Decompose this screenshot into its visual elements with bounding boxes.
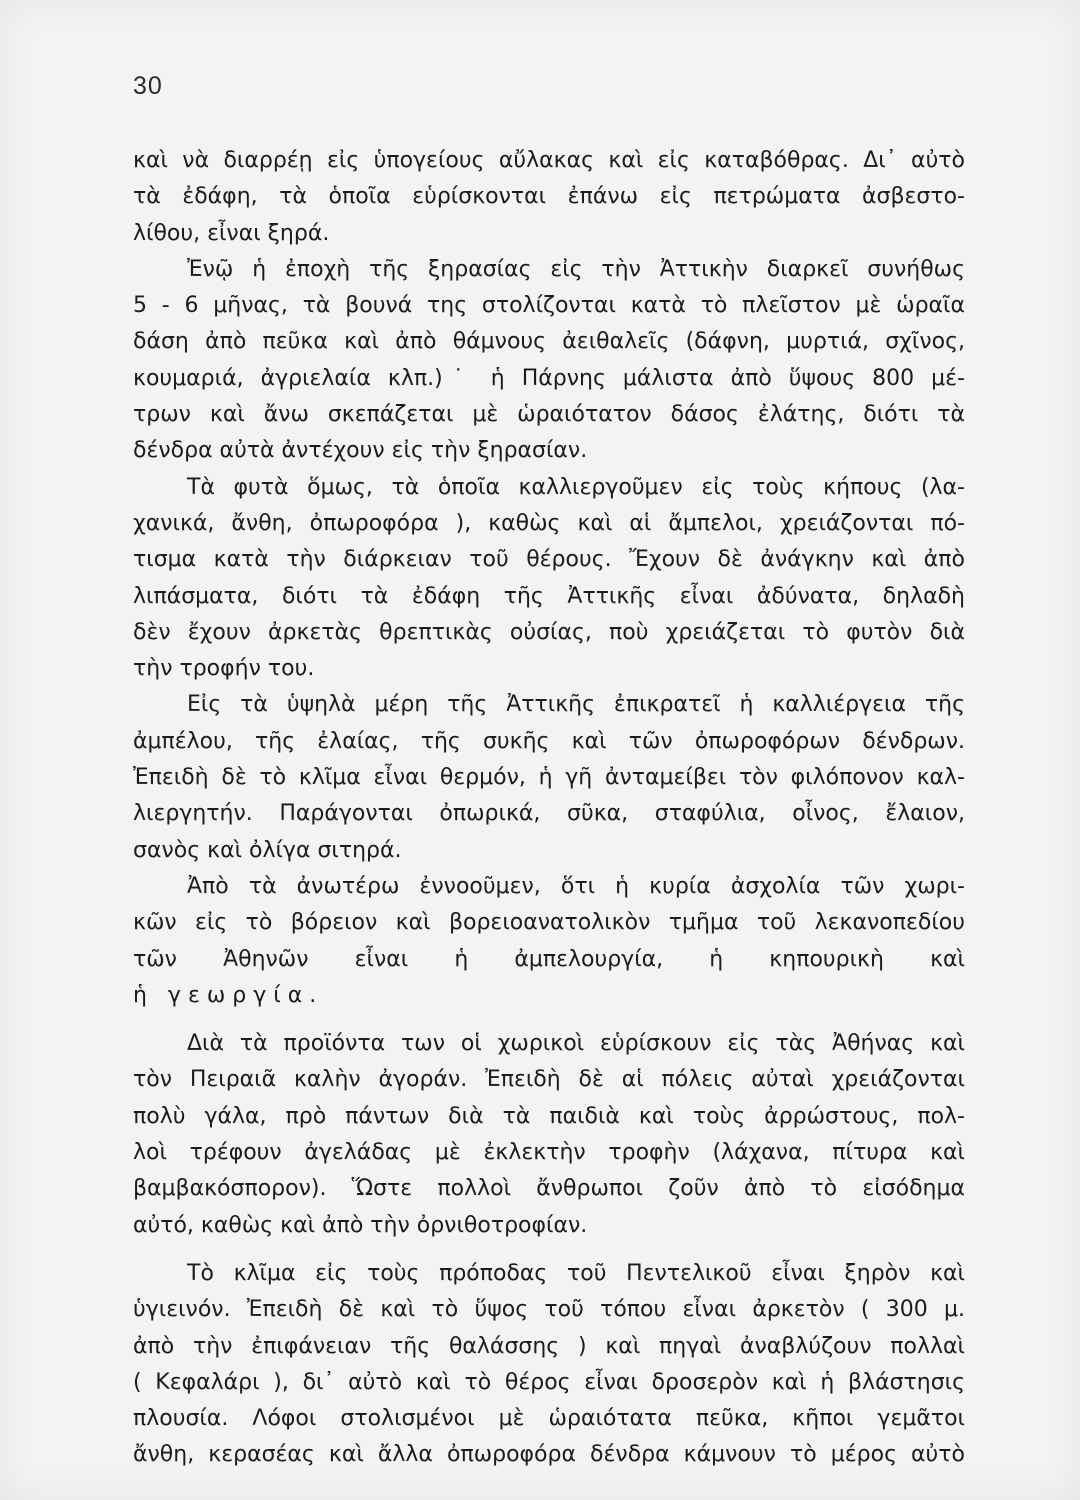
text-line: τῶν Ἀθηνῶν εἶναι ἡ ἀμπελουργία, ἡ κηπουρικὴ καὶ: [133, 946, 965, 972]
text-line: ( Κεφαλάρι ), δι᾽ αὐτὸ καὶ τὸ θέρος εἶναι δροσερὸν καὶ ἡ βλάστησις: [133, 1369, 965, 1395]
text-line: κῶν εἰς τὸ βόρειον καὶ βορειοανατολικὸν τμῆμα τοῦ λεκανοπεδίου: [133, 910, 965, 936]
text-line: δὲν ἔχουν ἀρκετὰς θρεπτικὰς οὐσίας, ποὺ χρειάζεται τὸ φυτὸν διὰ: [133, 619, 965, 645]
paragraph-7: [133, 1256, 965, 1474]
text-line: Ἀπὸ τὰ ἀνωτέρω ἐννοοῦμεν, ὅτι ἡ κυρία ἀσχολία τῶν χωρι-: [187, 873, 965, 899]
text-line: ὑγιεινόν. Ἐπειδὴ δὲ καὶ τὸ ὕψος τοῦ τόπου εἶναι ἀρκετὸν ( 300 μ.: [133, 1297, 965, 1323]
paragraph-1: [133, 143, 965, 252]
text-line: δένδρα αὐτὰ ἀντέχουν εἰς τὴν ξηρασίαν.: [133, 438, 588, 464]
paragraph-6: [133, 1026, 965, 1244]
paragraph-3: [133, 470, 965, 688]
text-line: λιπάσματα, διότι τὰ ἐδάφη τῆς Ἀττικῆς εἶναι ἀδύνατα, δηλαδὴ: [133, 583, 965, 609]
text-line: πολὺ γάλα, πρὸ πάντων διὰ τὰ παιδιὰ καὶ τοὺς ἀρρώστους, πολ-: [133, 1103, 965, 1129]
text-line: 5 - 6 μῆνας, τὰ βουνά της στολίζονται κατὰ τὸ πλεῖστον μὲ ὡραῖα: [133, 293, 965, 319]
body-text: [133, 143, 965, 1474]
text-line: ἀμπέλου, τῆς ἐλαίας, τῆς συκῆς καὶ τῶν ὀπωροφόρων δένδρων.: [133, 728, 965, 754]
text-line: τρων καὶ ἄνω σκεπάζεται μὲ ὡραιότατον δάσος ἐλάτης, διότι τὰ: [133, 402, 965, 428]
text-line: χανικά, ἄνθη, ὀπωροφόρα ), καθὼς καὶ αἱ ἄμπελοι, χρειάζονται πό-: [133, 510, 965, 536]
paragraph-4: [133, 687, 965, 868]
text-line: καὶ νὰ διαρρέῃ εἰς ὑπογείους αὔλακας καὶ εἰς καταβόθρας. Δι᾽ αὐτὸ: [133, 148, 965, 173]
text-line: αὐτό, καθὼς καὶ ἀπὸ τὴν ὀρνιθοτροφίαν.: [133, 1212, 588, 1238]
text-line: Διὰ τὰ προϊόντα των οἱ χωρικοὶ εὑρίσκουν εἰς τὰς Ἀθήνας καὶ: [187, 1031, 965, 1057]
text-line: Τὰ φυτὰ ὅμως, τὰ ὁποῖα καλλιεργοῦμεν εἰς τοὺς κήπους (λα-: [187, 474, 965, 500]
text-line: σανὸς καὶ ὀλίγα σιτηρά.: [133, 837, 402, 863]
text-line: δάση ἀπὸ πεῦκα καὶ ἀπὸ θάμνους ἀειθαλεῖς (δάφνη, μυρτιά, σχῖνος,: [133, 329, 965, 355]
text-line: τὰ ἐδάφη, τὰ ὁποῖα εὑρίσκονται ἐπάνω εἰς πετρώματα ἀσβεστο-: [133, 184, 965, 210]
page-number: 30: [133, 72, 163, 100]
text-line: τισμα κατὰ τὴν διάρκειαν τοῦ θέρους. Ἔχουν δὲ ἀνάγκην καὶ ἀπὸ: [133, 547, 965, 573]
text-line: Ἐπειδὴ δὲ τὸ κλῖμα εἶναι θερμόν, ἡ γῆ ἀνταμείβει τὸν φιλόπονον καλ-: [133, 765, 965, 791]
text-line: Ἐνῷ ἡ ἐποχὴ τῆς ξηρασίας εἰς τὴν Ἀττικὴν διαρκεῖ συνήθως: [187, 256, 965, 282]
text-line: βαμβακόσπορον). Ὥστε πολλοὶ ἄνθρωποι ζοῦν ἀπὸ τὸ εἰσόδημα: [133, 1176, 965, 1202]
text-line: τὴν τροφήν του.: [133, 656, 315, 682]
text-line: κουμαριά, ἀγριελαία κλπ.)˙ ἡ Πάρνης μάλιστα ἀπὸ ὕψους 800 μέ-: [133, 365, 965, 391]
paragraph-2: [133, 252, 965, 470]
text-line: λίθου, εἶναι ξηρά.: [133, 220, 330, 246]
text-line: Τὸ κλῖμα εἰς τοὺς πρόποδας τοῦ Πεντελικοῦ εἶναι ξηρὸν καὶ: [187, 1260, 965, 1286]
text-line: ἀπὸ τὴν ἐπιφάνειαν τῆς θαλάσσης ) καὶ πηγαὶ ἀναβλύζουν πολλαὶ: [133, 1333, 965, 1359]
text-line: τὸν Πειραιᾶ καλὴν ἀγοράν. Ἐπειδὴ δὲ αἱ πόλεις αὐταὶ χρειάζονται: [133, 1067, 965, 1093]
text-line: ἡ γεωργία.: [133, 982, 324, 1008]
text-line: λοὶ τρέφουν ἀγελάδας μὲ ἐκλεκτὴν τροφὴν (λάχανα, πίτυρα καὶ: [133, 1140, 965, 1166]
text-line: πλουσία. Λόφοι στολισμένοι μὲ ὡραιότατα πεῦκα, κῆποι γεμᾶτοι: [133, 1406, 965, 1432]
text-line: Εἰς τὰ ὑψηλὰ μέρη τῆς Ἀττικῆς ἐπικρατεῖ ἡ καλλιέργεια τῆς: [187, 692, 965, 718]
text-line: ἄνθη, κερασέας καὶ ἄλλα ὀπωροφόρα δένδρα κάμνουν τὸ μέρος αὐτὸ: [133, 1442, 965, 1468]
text-line: λιεργητήν. Παράγονται ὀπωρικά, σῦκα, σταφύλια, οἶνος, ἔλαιον,: [133, 801, 965, 827]
paragraph-5: [133, 869, 965, 1014]
